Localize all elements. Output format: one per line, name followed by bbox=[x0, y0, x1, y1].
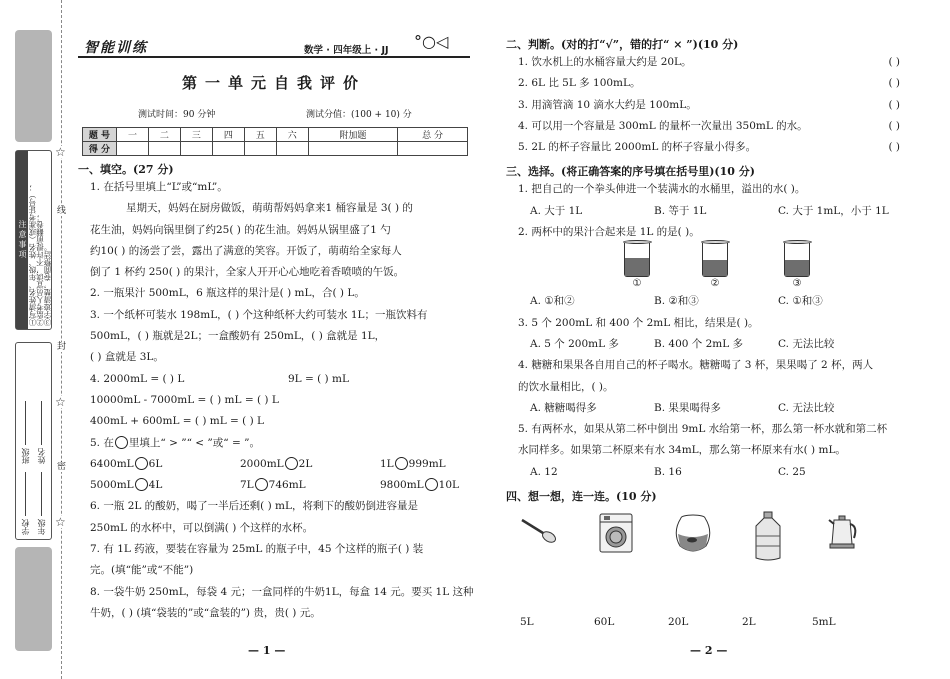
judge-answer[interactable]: ( ) bbox=[888, 56, 900, 68]
class-field[interactable] bbox=[26, 401, 27, 445]
cut-mark-seal: 封 bbox=[57, 342, 67, 352]
school-label: 学校 bbox=[21, 519, 30, 535]
page-title: 第一单元自我评价 bbox=[181, 74, 366, 92]
score-cell[interactable] bbox=[276, 142, 308, 156]
judge-item bbox=[506, 52, 904, 73]
beaker-rim bbox=[701, 240, 730, 244]
fishbowl-icon[interactable] bbox=[670, 510, 716, 556]
beaker-rim bbox=[783, 240, 812, 244]
score-cell[interactable] bbox=[398, 142, 468, 156]
compare-item bbox=[240, 475, 306, 496]
question-1-line: 星期天，妈妈在厨房做饭，萌萌帮妈妈拿来1 桶容量是 3( ) 的 bbox=[126, 202, 413, 215]
score-cell[interactable] bbox=[117, 142, 149, 156]
choice-2-options bbox=[506, 291, 904, 312]
score-col: 总 分 bbox=[398, 128, 468, 142]
score-col: 附加题 bbox=[308, 128, 397, 142]
judge-answer[interactable]: ( ) bbox=[888, 119, 900, 132]
choice-4-line: 4. 糖糖和果果各自用自己的杯子喝水。糖糖喝了 3 杯，果果喝了 2 杯，两人 bbox=[518, 359, 874, 372]
beaker-fill bbox=[785, 260, 809, 277]
compare-right: 2L bbox=[298, 457, 313, 470]
judge-text: 5. 2L 的杯子容量比 2000mL 的杯子容量小得多。 bbox=[518, 141, 757, 154]
choice-2: 2. 两杯中的果汁合起来是 1L 的是( )。 bbox=[518, 226, 700, 239]
notice-box bbox=[15, 150, 52, 330]
brand-title: 智能训练 bbox=[84, 40, 148, 56]
question-1-line: 花生油，妈妈向锅里倒了约25( ) 的花生油。妈妈从锅里盛了1 勺 bbox=[90, 223, 391, 236]
compare-left: 5000mL bbox=[90, 479, 134, 492]
question-1-line: 倒了 1 杯约 250( ) 的果汁，全家人开开心心地吃着香喷喷的午饭。 bbox=[90, 266, 405, 279]
compare-right: 6L bbox=[148, 457, 163, 470]
option[interactable]: C. 25 bbox=[778, 465, 806, 478]
option[interactable]: A. 糖糖喝得多 bbox=[530, 401, 597, 414]
score-table-head: 题 号 bbox=[83, 128, 117, 142]
compare-item bbox=[380, 475, 459, 496]
judge-item bbox=[506, 73, 904, 94]
question-7-line: 完。(填“能”或“不能”) bbox=[90, 564, 194, 577]
choice-4-line: 的饮水量相比，( )。 bbox=[518, 380, 614, 393]
beaker-group bbox=[506, 243, 904, 291]
option[interactable]: A. 5 个 200mL 多 bbox=[530, 337, 619, 350]
beaker-1 bbox=[624, 243, 650, 289]
notice-heading: 注意事项 bbox=[16, 151, 28, 329]
notice-text bbox=[29, 154, 52, 326]
choice-4-options bbox=[506, 398, 904, 419]
question-1-line: 约10( ) 的汤尝了尝，露出了满意的笑容。开饭了，萌萌给全家每人 bbox=[90, 244, 402, 257]
beaker-rim bbox=[623, 240, 652, 244]
grade-field[interactable] bbox=[42, 472, 43, 516]
compare-row bbox=[78, 475, 470, 496]
volume-label[interactable]: 60L bbox=[594, 616, 615, 629]
compare-left: 1L bbox=[380, 457, 394, 470]
question-4-b: 9L = ( ) mL bbox=[288, 372, 349, 385]
score-table bbox=[82, 127, 468, 156]
option[interactable]: A. 大于 1L bbox=[530, 204, 583, 217]
match-volumes bbox=[506, 616, 904, 636]
choice-5-options bbox=[506, 462, 904, 483]
kettle-icon[interactable] bbox=[826, 510, 860, 550]
option[interactable]: B. 果果喝得多 bbox=[654, 401, 721, 414]
notice-line: ③字迹清楚，卷面整洁。 bbox=[43, 243, 52, 326]
match-pictures bbox=[506, 510, 904, 566]
choice-5-line: 5. 有两杯水，如果从第二杯中倒出 9mL 水给第一杯，那么第一杯水就和第二杯 bbox=[518, 423, 888, 436]
binding-strip bbox=[0, 0, 68, 679]
name-label: 姓名 bbox=[37, 447, 46, 464]
judge-text: 3. 用滴管滴 10 滴水大约是 100mL。 bbox=[518, 98, 697, 111]
option[interactable]: A. 12 bbox=[530, 465, 558, 478]
question-3-line: ( ) 盒就是 3L。 bbox=[90, 351, 164, 364]
judge-answer[interactable]: ( ) bbox=[888, 77, 900, 90]
compare-right: 4L bbox=[148, 479, 163, 492]
score-table-header-row bbox=[83, 128, 468, 142]
compare-circle[interactable] bbox=[285, 457, 298, 470]
compare-right: 999mL bbox=[408, 457, 446, 470]
option[interactable]: A. ①和② bbox=[530, 295, 575, 308]
volume-label[interactable]: 20L bbox=[668, 616, 689, 629]
page-header bbox=[78, 32, 470, 58]
page-number-1: — 1 — bbox=[248, 644, 286, 657]
spoon-icon[interactable] bbox=[518, 510, 558, 550]
judge-text: 4. 可以用一个容量是 300mL 的量杯一次量出 350mL 的水。 bbox=[518, 119, 808, 132]
question-8-line: 牛奶，( ) (填“袋装的”或“盒装的”) 贵，贵( ) 元。 bbox=[90, 606, 321, 619]
beaker-label: ① bbox=[632, 278, 642, 290]
choice-1-options bbox=[506, 201, 904, 222]
option[interactable]: C. 无法比较 bbox=[778, 401, 835, 414]
question-3-line: 500mL，( ) 瓶就是2L；一盒酸奶有 250mL，( ) 盒就是 1L， bbox=[90, 330, 386, 343]
compare-left: 9800mL bbox=[380, 479, 424, 492]
judge-item bbox=[506, 95, 904, 116]
score-table-score-row bbox=[83, 142, 468, 156]
score-cell[interactable] bbox=[148, 142, 180, 156]
beaker-fill bbox=[703, 260, 727, 277]
score-cell[interactable] bbox=[244, 142, 276, 156]
question-4-row bbox=[78, 369, 470, 390]
beaker-3 bbox=[784, 243, 810, 289]
option[interactable]: C. ①和③ bbox=[778, 295, 823, 308]
compare-right: 746mL bbox=[268, 479, 306, 492]
notice-line: ①写清姓名、年级、姓名（或准考证号）； bbox=[28, 183, 37, 326]
book-crumb: 数学 · 四年级上 · JJ bbox=[304, 45, 389, 56]
score-table-head: 得 分 bbox=[83, 142, 117, 156]
beaker-icon bbox=[624, 243, 650, 277]
test-time: 测试时间：90 分钟 bbox=[138, 110, 216, 120]
compare-left: 6400mL bbox=[90, 457, 134, 470]
score-cell[interactable] bbox=[212, 142, 244, 156]
compare-circle[interactable] bbox=[135, 478, 148, 491]
beaker-label: ③ bbox=[792, 278, 802, 290]
volume-label[interactable]: 2L bbox=[742, 616, 756, 629]
compare-row bbox=[78, 454, 470, 475]
test-score-value: 测试分值：(100 + 10) 分 bbox=[306, 110, 412, 120]
beaker-2 bbox=[702, 243, 728, 289]
choice-3: 3. 5 个 200mL 和 400 个 2mL 相比，结果是( )。 bbox=[518, 316, 759, 329]
class-label: 班级 bbox=[21, 447, 30, 464]
question-5-post: 里填上“ > ”“ < ”或“ = ”。 bbox=[128, 436, 260, 449]
cut-mark-secret: 密 bbox=[57, 462, 67, 472]
compare-circle[interactable] bbox=[255, 478, 268, 491]
page-number-2: — 2 — bbox=[690, 644, 728, 657]
strip-block-top bbox=[15, 30, 52, 142]
compare-circle[interactable] bbox=[395, 457, 408, 470]
question-5 bbox=[78, 433, 470, 454]
beaker-icon bbox=[702, 243, 728, 277]
judge-answer[interactable]: ( ) bbox=[888, 141, 900, 154]
student-info-box bbox=[15, 342, 52, 540]
cut-mark-line: 线 bbox=[57, 206, 67, 216]
star-icon: ☆ bbox=[55, 515, 66, 529]
judge-text: 1. 饮水机上的水桶容量大约是 20L。 bbox=[518, 56, 692, 68]
section-2-heading: 二、判断。(对的打“√”，错的打“ × ”)(10 分) bbox=[506, 38, 739, 51]
question-7-line: 7. 有 1L 药液，要装在容量为 25mL 的瓶子中，45 个这样的瓶子( ) 装 bbox=[90, 543, 424, 556]
score-col: 六 bbox=[276, 128, 308, 142]
question-4-c: 10000mL - 7000mL = ( ) mL = ( ) L bbox=[90, 393, 279, 406]
info-col-2 bbox=[36, 349, 47, 535]
beaker-label: ② bbox=[710, 278, 720, 290]
question-5-pre: 5. 在 bbox=[90, 436, 114, 449]
beaker-icon bbox=[784, 243, 810, 277]
volume-label[interactable]: 5mL bbox=[812, 616, 836, 629]
score-cell[interactable] bbox=[180, 142, 212, 156]
score-col: 三 bbox=[180, 128, 212, 142]
grade-label: 年级 bbox=[37, 519, 46, 535]
page-1 bbox=[78, 32, 474, 624]
section-3-heading: 三、选择。(将正确答案的序号填在括号里)(10 分) bbox=[506, 165, 755, 179]
option[interactable]: C. 大于 1mL，小于 1L bbox=[778, 204, 889, 217]
compare-item bbox=[240, 454, 312, 475]
score-col: 四 bbox=[212, 128, 244, 142]
beaker-fill bbox=[625, 258, 649, 276]
section-1-heading: 一、填空。(27 分) bbox=[78, 163, 174, 176]
fish-icon: °○◁ bbox=[414, 32, 449, 51]
compare-circle[interactable] bbox=[135, 457, 148, 470]
judge-text: 2. 6L 比 5L 多 100mL。 bbox=[518, 77, 641, 90]
option[interactable]: B. 等于 1L bbox=[654, 204, 707, 217]
question-4-a: 4. 2000mL = ( ) L bbox=[90, 372, 185, 385]
question-6-line: 250mL 的水杯中，可以倒满( ) 个这样的水杯。 bbox=[90, 521, 314, 534]
judge-answer[interactable]: ( ) bbox=[888, 98, 900, 111]
name-field[interactable] bbox=[42, 401, 43, 445]
volume-label[interactable]: 5L bbox=[520, 616, 534, 629]
option[interactable]: C. 无法比较 bbox=[778, 337, 835, 350]
choice-5-line: 水同样多。如果第二杯原来有水 34mL，那么第一杯原来有水( ) mL。 bbox=[518, 444, 846, 457]
test-meta bbox=[78, 107, 470, 121]
option[interactable]: B. 16 bbox=[654, 465, 682, 478]
page-2 bbox=[506, 36, 904, 636]
compare-item bbox=[90, 475, 162, 496]
notice-line: ②监考人员宣读，不许提前翻卷； bbox=[35, 213, 45, 326]
section-4-heading: 四、想一想，连一连。(10 分) bbox=[506, 490, 657, 504]
question-4-d: 400mL + 600mL = ( ) mL = ( ) L bbox=[90, 415, 264, 428]
strip-block-bottom bbox=[15, 547, 52, 651]
compare-item bbox=[90, 454, 162, 475]
info-col-1 bbox=[20, 349, 31, 535]
school-field[interactable] bbox=[26, 472, 27, 516]
question-6-line: 6. 一瓶 2L 的酸奶，喝了一半后还剩( ) mL，将剩下的酸奶倒进容量是 bbox=[90, 500, 418, 513]
compare-left: 2000mL bbox=[240, 457, 284, 470]
compare-right: 10L bbox=[438, 479, 459, 492]
water-bucket-icon[interactable] bbox=[750, 510, 786, 562]
score-col: 一 bbox=[117, 128, 149, 142]
choice-3-options bbox=[506, 334, 904, 355]
star-icon: ☆ bbox=[55, 145, 66, 159]
option[interactable]: B. ②和③ bbox=[654, 295, 699, 308]
circle-icon bbox=[115, 436, 128, 449]
compare-item bbox=[380, 454, 446, 475]
judge-item bbox=[506, 116, 904, 137]
question-1: 1. 在括号里填上“L”或“mL”。 bbox=[90, 181, 228, 193]
judge-item bbox=[506, 137, 904, 158]
question-8-line: 8. 一袋牛奶 250mL，每袋 4 元；一盒同样的牛奶1L，每盒 14 元。要买 1L 这种 bbox=[90, 585, 474, 598]
compare-left: 7L bbox=[240, 479, 254, 492]
question-2: 2. 一瓶果汁 500mL，6 瓶这样的果汁是( ) mL，合( ) L。 bbox=[90, 287, 365, 300]
choice-1: 1. 把自己的一个拳头伸进一个装满水的水桶里，溢出的水( )。 bbox=[518, 183, 806, 196]
option[interactable]: B. 400 个 2mL 多 bbox=[654, 337, 744, 350]
question-3-line: 3. 一个纸杯可装水 198mL，( ) 个这种纸杯大约可装水 1L；一瓶饮料有 bbox=[90, 308, 428, 321]
cut-line bbox=[61, 0, 62, 679]
compare-circle[interactable] bbox=[425, 478, 438, 491]
score-col: 二 bbox=[148, 128, 180, 142]
score-col: 五 bbox=[244, 128, 276, 142]
star-icon: ☆ bbox=[55, 395, 66, 409]
score-cell[interactable] bbox=[308, 142, 397, 156]
washing-machine-icon[interactable] bbox=[596, 510, 636, 556]
